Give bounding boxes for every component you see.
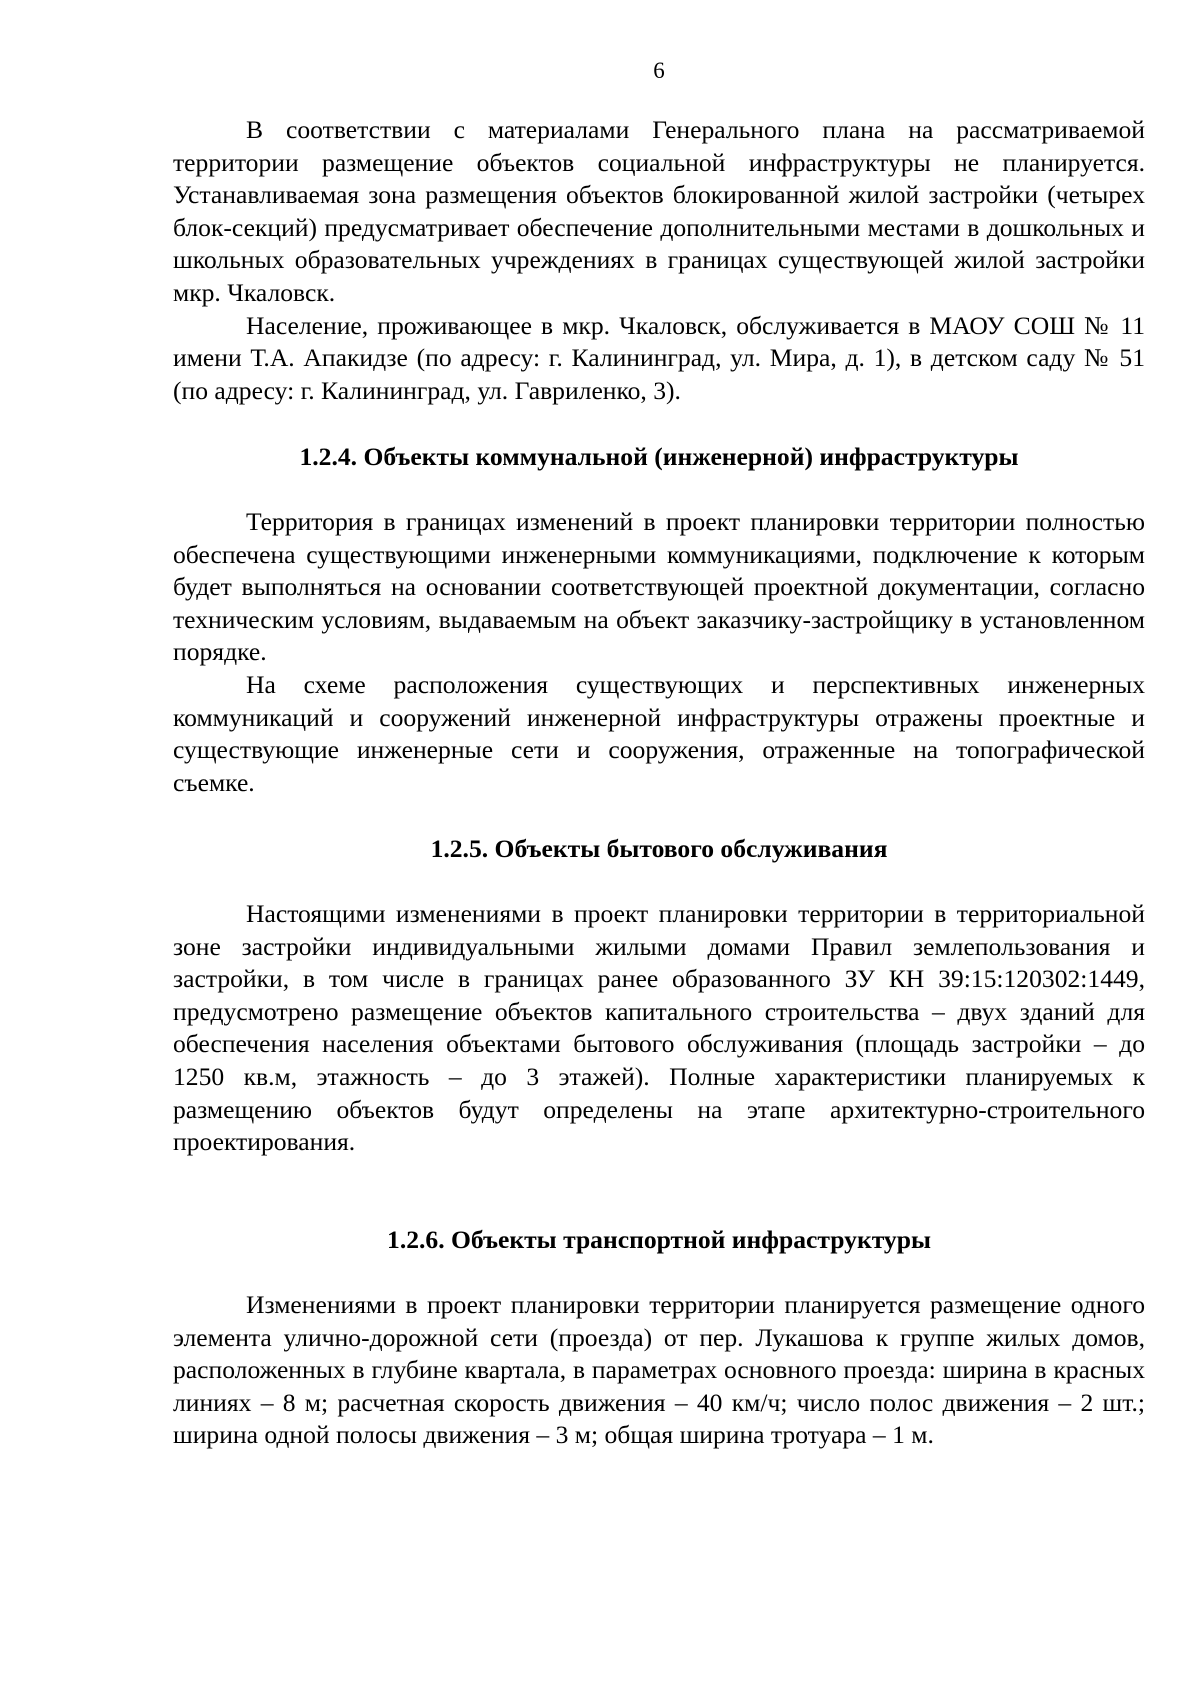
paragraph: Население, проживающее в мкр. Чкаловск, обслуживается в МАОУ СОШ № 11 имени Т.А. Апакидзе (по адресу: г. Калининград, ул. Мира, д. 1), в детском саду № 51 (по адресу: г. Калининград, ул. Гавриленко, 3). <box>173 310 1145 405</box>
paragraph: Настоящими изменениями в проект планировки территории в территориальной зоне застройки индивидуальными жилыми домами Правил землепользования и застройки, в том числе в границах ранее образованного ЗУ КН 39:15:120302:1449, предусмотрено размещение объектов капитального строительства – двух зданий для обеспечения населения объектами бытового обслуживания (площадь застройки – до 1250 кв.м, этажность – до 3 этажей). Полные характеристики планируемых к размещению объектов будут определены на этапе архитектурно-строительного проектирования. <box>173 899 1145 1157</box>
page-number: 6 <box>653 58 665 83</box>
paragraph: Изменениями в проект планировки территории планируется размещение одного элемента улично-дорожной сети (проезда) от пер. Лукашова к группе жилых домов, расположенных в глубине квартала, в параметрах основного проезда: ширина в красных линиях – 8 м; расчетная скорость движения – 40 км/ч; число полос движения – 2 шт.; ширина одной полосы движения – 3 м; общая ширина тротуара – 1 м. <box>173 1290 1145 1450</box>
section-heading: 1.2.6. Объекты транспортной инфраструктуры <box>387 1225 931 1254</box>
intro-section <box>173 114 1145 407</box>
transport-section <box>173 1289 1145 1452</box>
section-heading: 1.2.5. Объекты бытового обслуживания <box>430 834 888 863</box>
paragraph: В соответствии с материалами Генерального плана на рассматриваемой территории размещение объектов социальной инфраструктуры не планируется. Устанавливаемая зона размещения объектов блокированной жилой застройки (четырех блок-секций) предусматривает обеспечение дополнительными местами в дошкольных и школьных образовательных учреждениях в границах существующей жилой застройки мкр. Чкаловск. <box>173 115 1145 307</box>
paragraph: Территория в границах изменений в проект планировки территории полностью обеспечена существующими инженерными коммуникациями, подключение к которым будет выполняться на основании соответствующей проектной документации, согласно техническим условиям, выдаваемым на объект заказчику-застройщику в установленном порядке. <box>173 507 1145 667</box>
utilities-section <box>173 506 1145 799</box>
household-services-section <box>173 898 1145 1159</box>
paragraph: На схеме расположения существующих и перспективных инженерных коммуникаций и сооружений инженерной инфраструктуры отражены проектные и существующие инженерные сети и сооружения, отраженные на топографической съемке. <box>173 669 1145 797</box>
section-heading: 1.2.4. Объекты коммунальной (инженерной) инфраструктуры <box>299 442 1019 471</box>
